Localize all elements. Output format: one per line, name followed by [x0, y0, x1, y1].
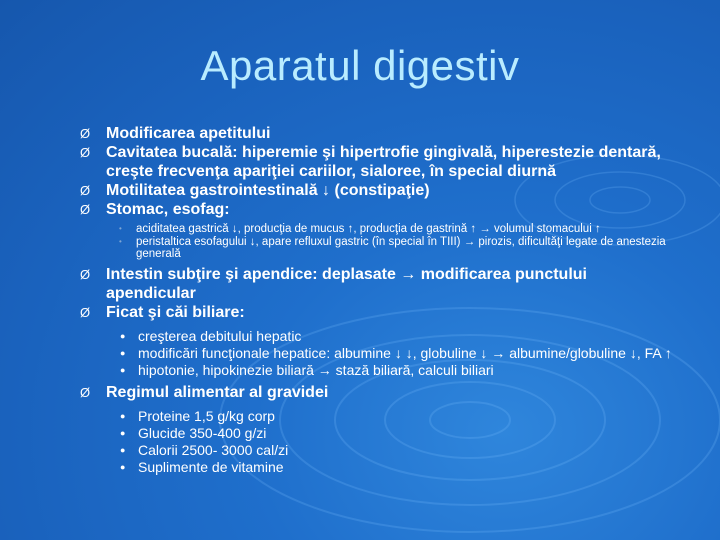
arrow-bullet-icon: Ø — [80, 202, 91, 217]
sub-list-item-text: Proteine 1,5 g/kg corp — [138, 407, 275, 424]
list-item-text: Ficat şi căi biliare: — [106, 303, 245, 321]
arrow-bullet-icon: Ø — [80, 145, 91, 160]
list-item — [80, 124, 680, 143]
arrow-bullet-icon: Ø — [80, 266, 91, 282]
sub-list-item — [80, 459, 680, 476]
list-item-text: Stomac, esofag: — [106, 201, 230, 218]
list-item — [80, 383, 680, 402]
slide-content — [80, 124, 680, 476]
round-bullet-icon: ● — [120, 330, 126, 341]
list-item — [80, 303, 680, 322]
list-item-text: Cavitatea bucală: hiperemie şi hipertrofie gingivală, hiperestezie dentară, creşte frecvenţa apariţiei cariilor, sialoree, în special diurnă — [106, 144, 661, 180]
round-bullet-icon: ● — [120, 444, 126, 455]
round-bullet-icon: ● — [120, 427, 126, 438]
sub-list-item — [80, 408, 680, 425]
list-item-text: Intestin subţire şi apendice: deplasate → modificarea punctului apendicular — [106, 265, 587, 302]
sub-list-item — [80, 362, 680, 379]
sub-list-item-text: Calorii 2500- 3000 cal/zi — [138, 441, 289, 458]
sub-list-item-text: modificări funcţionale hepatice: albumine ↓ ↓, globuline ↓ → albumine/globuline ↓, FA ↑ — [138, 344, 672, 361]
sub-list-item — [80, 328, 680, 345]
sub-list-item — [80, 223, 680, 236]
list-item — [80, 143, 680, 181]
sub-list-item — [80, 442, 680, 459]
arrow-bullet-icon: Ø — [80, 183, 91, 198]
arrow-bullet-icon: Ø — [80, 384, 91, 400]
sub-list-item-text: aciditatea gastrică ↓, producţia de mucus ↑, producţia de gastrină ↑ → volumul stomacului ↑ — [136, 223, 601, 235]
list-item-text: Regimul alimentar al gravidei — [106, 383, 329, 401]
list-item — [80, 265, 680, 303]
sub-list-item-text: Suplimente de vitamine — [138, 458, 284, 475]
sub-list-item-text: creşterea debitului hepatic — [138, 327, 302, 344]
round-bullet-icon: ● — [120, 364, 126, 375]
list-item — [80, 181, 680, 200]
sub-list-item-text: Glucide 350-400 g/zi — [138, 424, 267, 441]
arrow-bullet-icon: Ø — [80, 304, 91, 320]
sub-list-item — [80, 236, 680, 261]
dot-bullet-icon: • — [119, 224, 122, 233]
list-item-text: Motilitatea gastrointestinală ↓ (constipaţie) — [106, 182, 430, 199]
sub-list-item-text: peristaltica esofagului ↓, apare refluxul gastric (în special în TIII) → pirozis, dificultăţi legate de anestezia generală — [136, 235, 666, 260]
dot-bullet-icon: • — [119, 236, 122, 246]
sub-list-item — [80, 345, 680, 362]
round-bullet-icon: ● — [120, 410, 126, 421]
list-item — [80, 200, 680, 219]
round-bullet-icon: ● — [120, 461, 126, 472]
list-item-text: Modificarea apetitului — [106, 125, 271, 142]
arrow-bullet-icon: Ø — [80, 126, 91, 141]
sub-list-item — [80, 425, 680, 442]
round-bullet-icon: ● — [120, 347, 126, 358]
sub-list-item-text: hipotonie, hipokinezie biliară → stază biliară, calculi biliari — [138, 361, 494, 378]
slide-title: Aparatul digestiv — [200, 42, 520, 89]
